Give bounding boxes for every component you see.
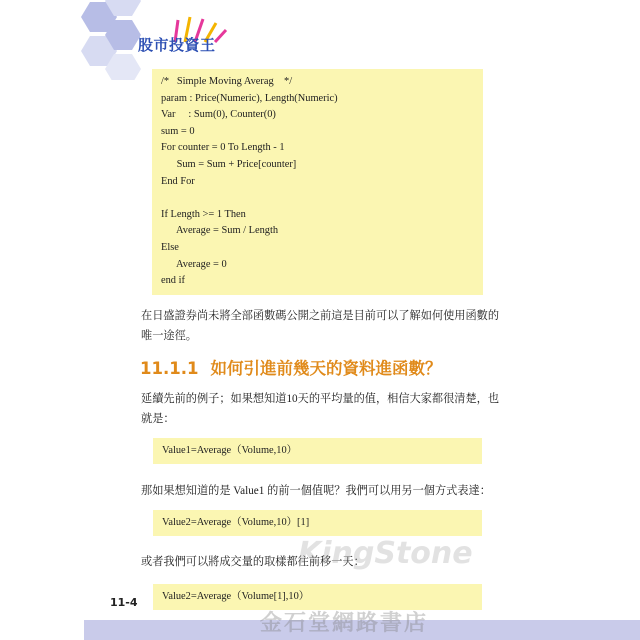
code-snippet-3-text: Value2=Average（Volume[1],10）: [162, 591, 310, 602]
section-title: 如何引進前幾天的資料進函數？: [210, 359, 442, 378]
code-snippet-1: [153, 438, 482, 464]
header-logo-title: 股市投資王: [138, 36, 216, 54]
code-block: [152, 69, 483, 295]
code-line: [161, 190, 338, 207]
paragraph-example: 延續先前的例子；如果想知道10天的平均量的值，相信大家都很清楚，也就是：: [141, 393, 500, 425]
watermark-brand: KingStone: [298, 536, 473, 571]
paragraph-shift: 或者我們可以將成交量的取樣都往前移一天：: [141, 556, 365, 568]
section-heading: [140, 355, 441, 379]
paragraph-previous-value: 那如果想知道的是 Value1 的前一個值呢？我們可以用另一個方式表達：: [141, 485, 491, 497]
code-line: /* Simple Moving Averag */: [161, 76, 293, 87]
code-line: sum = 0: [161, 125, 195, 137]
code-line: Else: [161, 241, 179, 253]
code-snippet-1-text: Value1=Average（Volume,10）: [162, 445, 298, 456]
code-line: Sum = Sum + Price[counter]: [161, 158, 297, 170]
code-line: End For: [161, 175, 195, 187]
code-snippet-2-text: Value2=Average（Volume,10）[1]: [162, 517, 310, 528]
code-line: param : Price(Numeric), Length(Numeric): [161, 92, 338, 104]
code-line: end if: [161, 275, 185, 287]
watermark-store: 金石堂網路書店: [260, 610, 429, 636]
section-number: 11.1.1: [140, 359, 199, 378]
code-lines: [161, 74, 338, 290]
code-line: If Length >= 1 Then: [161, 208, 246, 220]
code-line: Average = 0: [161, 258, 227, 270]
code-snippet-2: [153, 510, 482, 536]
code-line: For counter = 0 To Length - 1: [161, 142, 285, 154]
paragraph-intro: 在日盛證券尚未將全部函數碼公開之前這是目前可以了解如何使用函數的唯一途徑。: [141, 310, 500, 342]
page-number: 11-4: [110, 596, 138, 609]
code-line: Var : Sum(0), Counter(0): [161, 109, 276, 121]
code-line: Average = Sum / Length: [161, 225, 279, 237]
